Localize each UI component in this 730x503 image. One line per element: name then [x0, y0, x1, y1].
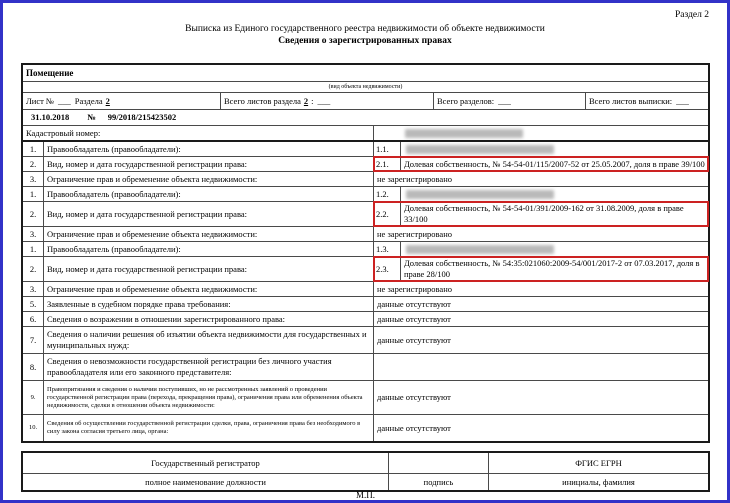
- total-sheets-section-cell: [220, 93, 433, 109]
- owner-subnumber: 1.2.: [373, 187, 400, 201]
- total-sheets-separator: :: [311, 95, 314, 106]
- cadastral-number-row: [23, 125, 708, 140]
- claims-value: данные отсутствуют: [373, 297, 708, 311]
- restriction-row: [23, 226, 708, 241]
- document-titles: [3, 24, 727, 46]
- restriction-value: не зарегистрировано: [373, 282, 708, 296]
- total-sheets-blank: ___: [317, 95, 331, 106]
- row-number: 2.: [29, 208, 37, 219]
- pending-applications-row: [23, 380, 708, 414]
- owner-value-cell: [400, 142, 708, 156]
- owner-subnumber: 1.1.: [373, 142, 400, 156]
- restriction-value: не зарегистрировано: [373, 172, 708, 186]
- row-number: 2.: [29, 263, 37, 274]
- third-party-consent-row: [23, 414, 708, 441]
- row-number: 1.: [29, 243, 37, 254]
- third-party-consent-label: Сведения об осуществлении государственной регистрации сделки, права, ограничения права без необходимого в силу закона согласия третьего лица, органа:: [43, 415, 373, 441]
- owner-row: [23, 140, 708, 156]
- redacted-owner-name: [406, 145, 554, 154]
- owner-subnumber: 1.3.: [373, 242, 400, 256]
- right-label: Вид, номер и дата государственной регистрации права:: [43, 157, 373, 171]
- signature-row-hints: [23, 473, 708, 490]
- seizure-row: [23, 326, 708, 353]
- right-subnumber: 2.2.: [373, 202, 400, 226]
- owner-label: Правообладатель (правообладатели):: [43, 187, 373, 201]
- row-number: 9.: [30, 393, 36, 401]
- row-number: 1.: [29, 143, 37, 154]
- no-personal-participation-value: [373, 354, 708, 380]
- objection-label: Сведения о возражении в отношении зарегистрированного права:: [43, 312, 373, 326]
- position-hint: полное наименование должности: [145, 476, 266, 487]
- sheet-info-row: [23, 92, 708, 109]
- owner-row: [23, 241, 708, 256]
- sheet-label: Лист №: [26, 95, 55, 106]
- redacted-owner-name: [406, 190, 554, 199]
- date-number-cell: [23, 110, 708, 125]
- object-type-hint: (вид объекта недвижимости): [328, 83, 403, 90]
- row-number: 6.: [29, 313, 37, 324]
- date-number-row: [23, 109, 708, 125]
- total-extract-sheets-label: Всего листов выписки:: [589, 95, 673, 106]
- third-party-consent-value: данные отсутствуют: [373, 415, 708, 441]
- section-corner-label: Раздел 2: [675, 10, 709, 20]
- object-type-row: [23, 65, 708, 81]
- signature-space: [388, 453, 488, 473]
- row-number: 10.: [28, 424, 38, 431]
- right-value: Долевая собственность, № 54-54-01/391/2009-162 от 31.08.2009, доля в праве 33/100: [400, 202, 708, 226]
- no-personal-participation-label: Сведения о невозможности государственной регистрации без личного участия правообладателя или его законного представителя:: [43, 354, 373, 380]
- row-number: 1.: [29, 188, 37, 199]
- owner-label: Правообладатель (правообладатели):: [43, 142, 373, 156]
- total-sheets-section-value: 2: [303, 95, 309, 106]
- total-sheets-section-label: Всего листов раздела: [224, 95, 301, 106]
- object-type-hint-row: [23, 81, 708, 92]
- redacted-cadastral-value: [405, 129, 523, 138]
- restriction-label: Ограничение прав и обременение объекта недвижимости:: [43, 172, 373, 186]
- object-type: Помещение: [26, 67, 74, 78]
- restriction-row: [23, 171, 708, 186]
- sign-hint: подпись: [388, 474, 488, 490]
- right-subnumber: 2.3.: [373, 257, 400, 281]
- cadastral-number-value-cell: [373, 126, 708, 140]
- restriction-row: [23, 281, 708, 296]
- seizure-label: Сведения о наличии решения об изъятии объекта недвижимости для государственных и муниципальных нужд:: [43, 327, 373, 353]
- right-registration-row: [23, 156, 708, 171]
- restriction-label: Ограничение прав и обременение объекта недвижимости:: [43, 227, 373, 241]
- right-value: Долевая собственность, № 54-54-01/115/2007-52 от 25.05.2007, доля в праве 39/100: [400, 157, 708, 171]
- section-number-value: 2: [105, 95, 110, 106]
- right-registration-row: [23, 256, 708, 281]
- section-of-label: Раздела: [74, 95, 103, 106]
- document-title: Выписка из Единого государственного реестра недвижимости об объекте недвижимости: [185, 24, 545, 34]
- cadastral-number-label: Кадастровый номер:: [26, 127, 101, 138]
- row-number: 3.: [29, 283, 37, 294]
- row-number: 2.: [29, 158, 37, 169]
- owner-row: [23, 186, 708, 201]
- right-value: Долевая собственность, № 54:35:021060:2009-54/001/2017-2 от 07.03.2017, доля в праве 28/100: [400, 257, 708, 281]
- signature-table: [21, 451, 710, 492]
- right-label: Вид, номер и дата государственной регистрации права:: [43, 202, 373, 226]
- signature-row-top: [23, 453, 708, 473]
- objection-row: [23, 311, 708, 326]
- main-table: [21, 63, 710, 443]
- sheet-number-cell: [23, 93, 220, 109]
- seizure-value: данные отсутствуют: [373, 327, 708, 353]
- right-registration-row: [23, 201, 708, 226]
- registrar-title: Государственный регистратор: [151, 457, 260, 468]
- stamp-place-label: М.П.: [355, 490, 375, 500]
- total-extract-sheets-cell: [585, 93, 708, 109]
- right-label: Вид, номер и дата государственной регистрации права:: [43, 257, 373, 281]
- total-sections-cell: [433, 93, 585, 109]
- owner-label: Правообладатель (правообладатели):: [43, 242, 373, 256]
- redacted-owner-name: [406, 245, 554, 254]
- row-number: 5.: [29, 298, 37, 309]
- row-number: 3.: [29, 173, 37, 184]
- number-sign: №: [87, 112, 96, 122]
- fgis-egrn-label: ФГИС ЕГРН: [488, 453, 708, 473]
- document-subtitle: Сведения о зарегистрированных правах: [278, 36, 452, 46]
- restriction-value: не зарегистрировано: [373, 227, 708, 241]
- extract-number: 99/2018/215423502: [107, 112, 177, 122]
- pending-applications-label: Правопритязания и сведения о наличии поступивших, но не рассмотренных заявлений о проведении государственной регистрации права (перехода, прекращения права), ограничения права или обременения объекта недвижимости, сделки в отношении объекта недвижимости:: [43, 381, 373, 414]
- extract-date: 31.10.2018: [31, 112, 70, 122]
- restriction-label: Ограничение прав и обременение объекта недвижимости:: [43, 282, 373, 296]
- no-personal-participation-row: [23, 353, 708, 380]
- objection-value: данные отсутствуют: [373, 312, 708, 326]
- row-number: 7.: [29, 334, 37, 345]
- name-hint: инициалы, фамилия: [488, 474, 708, 490]
- total-sections-label: Всего разделов:: [437, 95, 495, 106]
- row-number: 8.: [29, 361, 37, 372]
- claims-row: [23, 296, 708, 311]
- claims-label: Заявленные в судебном порядке права требования:: [43, 297, 373, 311]
- owner-value-cell: [400, 242, 708, 256]
- total-sections-blank: ___: [498, 95, 511, 106]
- owner-value-cell: [400, 187, 708, 201]
- pending-applications-value: данные отсутствуют: [373, 381, 708, 414]
- row-number: 3.: [29, 228, 37, 239]
- total-extract-sheets-blank: ___: [676, 95, 689, 106]
- sheet-blank: ___: [58, 95, 71, 106]
- right-subnumber: 2.1.: [373, 157, 400, 171]
